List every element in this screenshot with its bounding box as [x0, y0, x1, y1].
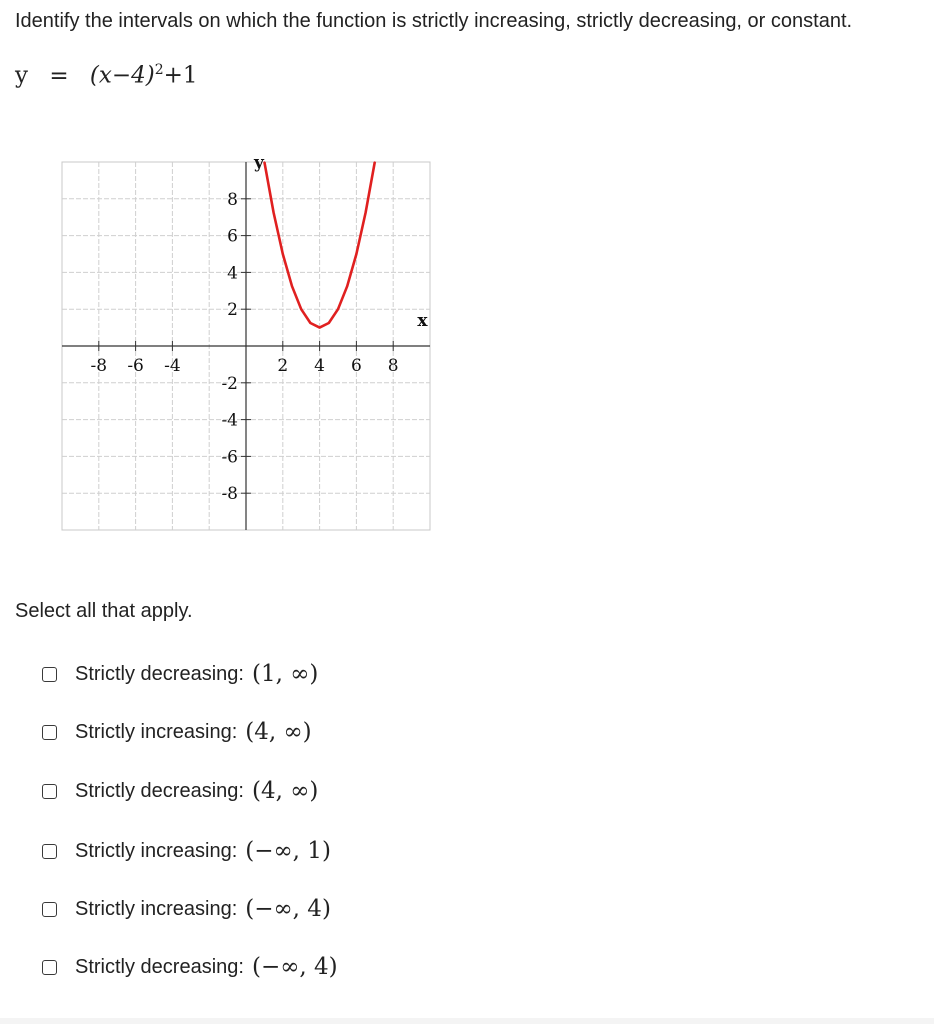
y-tick-label: -8 [221, 484, 238, 505]
option-5[interactable] [42, 889, 462, 929]
curve-point [291, 285, 293, 287]
function-graph [52, 150, 437, 538]
question-text: Identify the intervals on which the function is strictly increasing, strictly decreasing, or constant. [15, 10, 853, 32]
equation-power: 2 [154, 62, 164, 78]
option-2-interval: (4, ∞) [245, 719, 312, 745]
curve-point [319, 327, 321, 329]
curve-point [374, 161, 376, 163]
curve-point [310, 322, 312, 324]
curve-point [365, 212, 367, 214]
option-3-interval: (4, ∞) [251, 778, 319, 804]
y-tick-label: 4 [227, 263, 238, 284]
curve-point [356, 253, 358, 255]
option-6[interactable] [42, 947, 462, 987]
x-axis-label: x [417, 310, 428, 331]
bottom-divider [0, 1018, 934, 1024]
option-4-interval: (−∞, 1) [245, 838, 331, 864]
option-2-checkbox[interactable] [42, 725, 57, 740]
option-4[interactable] [42, 831, 462, 871]
x-tick-label: -6 [127, 356, 144, 376]
option-5-interval: (−∞, 4) [245, 896, 331, 922]
option-3-checkbox[interactable] [42, 784, 57, 799]
curve-point [282, 253, 284, 255]
option-1-interval: (1, ∞) [251, 661, 319, 687]
y-tick-label: 6 [227, 226, 238, 247]
equation-equals: = [49, 62, 69, 89]
curve-point [346, 285, 348, 287]
curve-point [337, 308, 339, 310]
equation-expression: (x−4) [89, 62, 155, 89]
option-6-interval: (−∞, 4) [251, 954, 338, 980]
y-tick-label: -6 [221, 447, 238, 468]
option-3-label: Strictly decreasing: [75, 779, 244, 802]
option-5-label: Strictly increasing: [75, 897, 238, 920]
equation-tail: +1 [163, 62, 198, 89]
y-axis-label: y [254, 153, 264, 173]
option-6-checkbox[interactable] [42, 960, 57, 975]
equation-lhs: y [15, 62, 28, 89]
x-tick-label: -8 [90, 356, 108, 376]
option-5-checkbox[interactable] [42, 902, 57, 917]
option-2-label: Strictly increasing: [75, 720, 238, 743]
x-tick-label: -4 [164, 356, 181, 376]
option-1-label: Strictly decreasing: [75, 662, 244, 685]
curve-point [273, 212, 275, 214]
curve-point [328, 322, 330, 324]
x-tick-label: 4 [314, 356, 326, 376]
curve-point [264, 161, 266, 163]
instruction-text: Select all that apply. [15, 600, 193, 622]
option-4-checkbox[interactable] [42, 844, 57, 859]
option-1[interactable] [42, 654, 462, 694]
function-equation [15, 62, 198, 89]
y-tick-label: -2 [221, 373, 238, 394]
option-4-label: Strictly increasing: [75, 839, 238, 862]
option-3[interactable] [42, 771, 462, 811]
option-6-label: Strictly decreasing: [75, 955, 244, 978]
option-2[interactable] [42, 712, 462, 752]
x-tick-label: 6 [350, 356, 362, 376]
x-tick-label: 2 [277, 356, 289, 376]
curve-point [300, 308, 302, 310]
y-tick-label: 8 [227, 189, 238, 210]
y-tick-label: -4 [221, 410, 238, 431]
option-1-checkbox[interactable] [42, 667, 57, 682]
y-tick-label: 2 [227, 300, 238, 321]
x-tick-label: 8 [387, 356, 399, 376]
